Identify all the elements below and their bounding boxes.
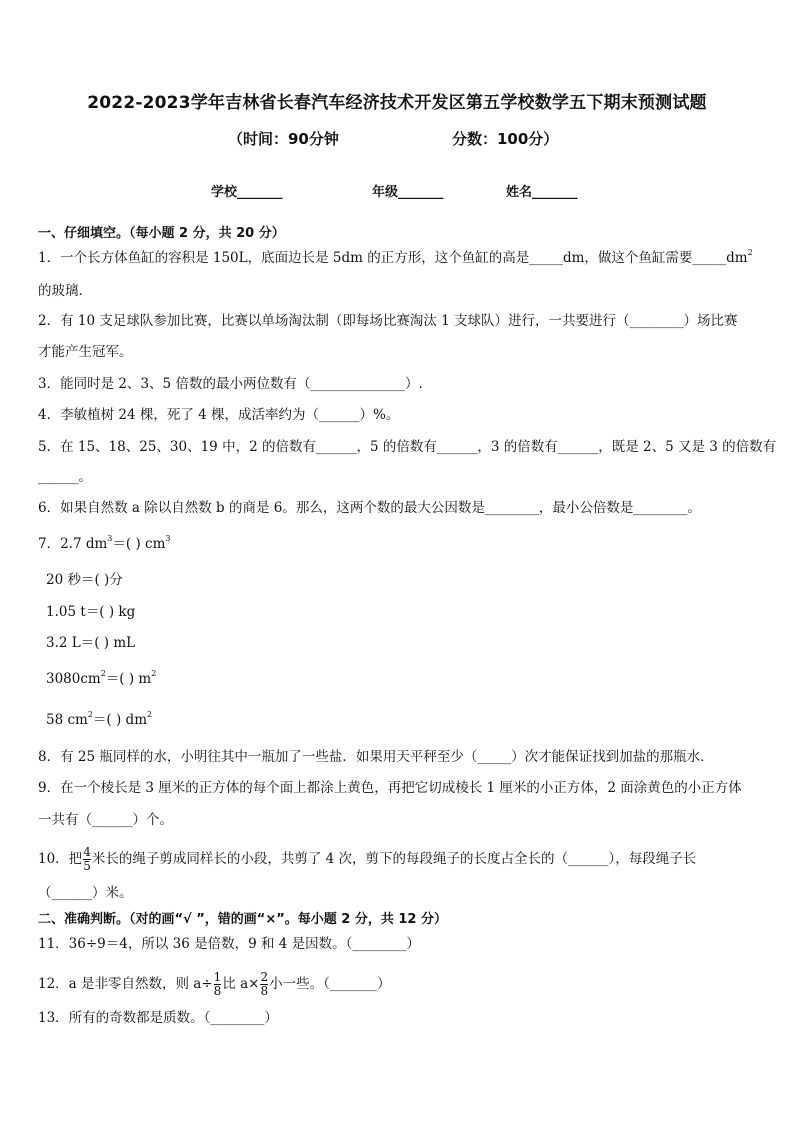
fraction	[214, 971, 222, 998]
section-heading: 二、准确判断。（对的画“√ ”，错的画“×”。每小题 2 分，共 12 分）	[38, 912, 448, 927]
denominator: 8	[213, 984, 222, 998]
page-title: 2022-2023学年吉林省长春汽车经济技术开发区第五学校数学五下期末预测试题	[87, 93, 707, 113]
question-text: 12．a 是非零自然数，则 a÷	[38, 976, 213, 992]
question-text: 7．2.7 dm	[38, 536, 108, 552]
numerator: 2	[260, 970, 269, 984]
question-12	[38, 971, 391, 998]
superscript: 2	[87, 710, 93, 719]
numerator: 4	[83, 845, 91, 859]
question-10	[38, 846, 696, 873]
conversion-item: 20 秒＝( )分	[46, 572, 123, 588]
section-heading: 一、仔细填空。（每小题 2 分，共 20 分）	[38, 226, 285, 241]
question-3: 3．能同时是 2、3、5 倍数的最小两位数有（______________）.	[38, 376, 423, 392]
school-field[interactable]: 学校_______	[211, 185, 283, 200]
question-4: 4．李敏植树 24 棵，死了 4 棵，成活率约为（______）%。	[38, 407, 400, 423]
question-text: 比 a×	[222, 976, 260, 992]
question-text: 一共有（______）个。	[38, 812, 173, 828]
name-field[interactable]: 姓名_______	[506, 185, 578, 200]
question-8: 8．有 25 瓶同样的水，小明往其中一瓶加了一些盐．如果用天平秤至少（_____）次才能保证找到加盐的那瓶水．	[38, 749, 714, 765]
question-text: ＝( ) m	[105, 671, 152, 687]
question-13: 13．所有的奇数都是质数。（________）	[38, 1010, 278, 1026]
conversion-item: 1.05 t＝( ) kg	[46, 604, 136, 620]
question-7	[38, 534, 170, 554]
conversion-item: 3.2 L＝( ) mL	[46, 635, 136, 651]
question-9: 9．在一个棱长是 3 厘米的正方体的每个面上都涂上黄色，再把它切成棱长 1 厘米的小正方体，2 面涂黄色的小正方体	[38, 780, 742, 796]
question-5: 5．在 15、18、25、30、19 中，2 的倍数有______，5 的倍数有______，3 的倍数有______，既是 2、5 又是 3 的倍数有	[38, 439, 777, 455]
question-6: 6．如果自然数 a 除以自然数 b 的商是 6。那么，这两个数的最大公因数是________，最小公倍数是________。	[38, 500, 701, 516]
question-text: 的玻璃．	[38, 283, 92, 299]
fraction	[83, 846, 91, 873]
question-text: （______）米。	[38, 885, 133, 901]
question-2: 2．有 10 支足球队参加比赛，比赛以单场淘汰制（即每场比赛淘汰 1 支球队）进行，一共要进行（________）场比赛	[38, 313, 738, 329]
question-text: 才能产生冠军。	[38, 344, 133, 360]
fraction	[260, 971, 268, 998]
question-text: 米长的绳子剪成同样长的小段，共剪了 4 次，剪下的每段绳子的长度占全长的（______），每段绳子长	[91, 851, 697, 867]
question-1	[38, 248, 753, 268]
denominator: 8	[260, 984, 269, 998]
question-11: 11．36÷9＝4，所以 36 是倍数，9 和 4 是因数。（________）	[38, 936, 420, 952]
superscript: 2	[747, 248, 753, 257]
conversion-item	[46, 669, 156, 689]
question-text: ＝( ) cm	[112, 536, 166, 552]
exam-time: （时间：90分钟	[228, 130, 339, 148]
question-text: 10．把	[38, 851, 83, 867]
superscript: 2	[151, 669, 157, 678]
question-text: ＝( ) dm	[92, 712, 147, 728]
superscript: 3	[107, 534, 113, 543]
exam-score: 分数：100分）	[452, 130, 559, 148]
question-text: 小一些。（_______）	[269, 976, 391, 992]
numerator: 1	[213, 970, 222, 984]
denominator: 5	[83, 859, 91, 873]
question-text: ______。	[38, 469, 92, 485]
grade-field[interactable]: 年级_______	[372, 185, 444, 200]
conversion-item	[46, 710, 152, 730]
question-text: 1．一个长方体鱼缸的容积是 150L，底面边长是 5dm 的正方形，这个鱼缸的高是_____dm，做这个鱼缸需要_____dm	[38, 250, 748, 266]
superscript: 3	[165, 534, 171, 543]
question-text: 58 cm	[46, 712, 88, 728]
superscript: 2	[147, 710, 153, 719]
superscript: 2	[100, 669, 106, 678]
question-text: 3080cm	[46, 671, 101, 687]
